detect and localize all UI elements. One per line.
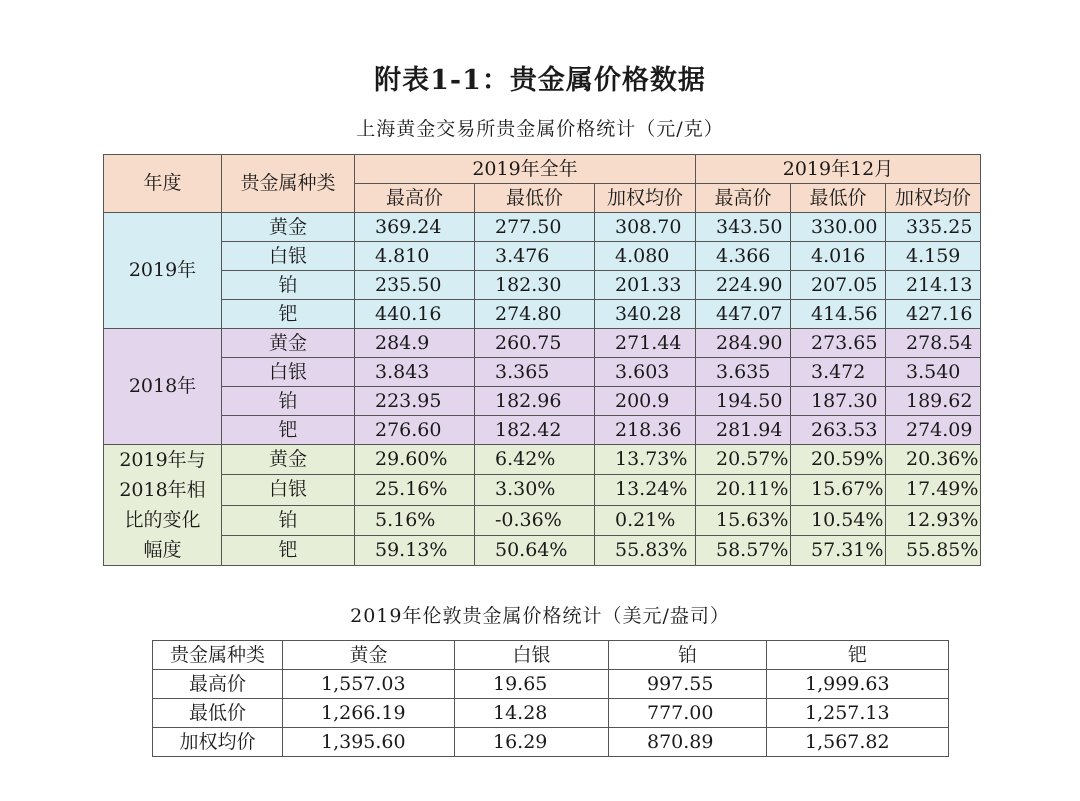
header-year: 年度 xyxy=(104,155,222,213)
table-row xyxy=(104,271,981,300)
shanghai-price-table xyxy=(103,154,981,566)
value-cell: 19.65 xyxy=(455,670,609,699)
london-price-table xyxy=(152,640,949,757)
value-cell: 284.9 xyxy=(355,329,475,358)
value-cell: 1,266.19 xyxy=(283,699,455,728)
value-cell: 182.42 xyxy=(475,416,595,445)
value-cell: 5.16% xyxy=(355,505,475,535)
value-cell: 57.31% xyxy=(791,535,886,565)
row-label: 最低价 xyxy=(153,699,283,728)
header-col: 最低价 xyxy=(791,184,886,213)
value-cell: 777.00 xyxy=(609,699,767,728)
value-cell: 17.49% xyxy=(886,475,981,505)
value-cell: 271.44 xyxy=(595,329,696,358)
table-row xyxy=(104,505,981,535)
metal-cell: 铂 xyxy=(222,271,355,300)
value-cell: 343.50 xyxy=(696,213,791,242)
value-cell: 3.540 xyxy=(886,358,981,387)
table-header-row xyxy=(153,641,949,670)
metal-cell: 黄金 xyxy=(222,329,355,358)
row-label: 加权均价 xyxy=(153,728,283,757)
value-cell: 278.54 xyxy=(886,329,981,358)
value-cell: 15.63% xyxy=(696,505,791,535)
group-label-line: 比的变化 xyxy=(124,509,201,531)
value-cell: 308.70 xyxy=(595,213,696,242)
value-cell: 1,567.82 xyxy=(767,728,949,757)
value-cell: 55.85% xyxy=(886,535,981,565)
value-cell: 414.56 xyxy=(791,300,886,329)
header-col: 最高价 xyxy=(355,184,475,213)
value-cell: 870.89 xyxy=(609,728,767,757)
page-title: 附表1-1：贵金属价格数据 xyxy=(374,65,706,96)
table-row xyxy=(104,213,981,242)
value-cell: 6.42% xyxy=(475,445,595,475)
header-metal: 贵金属种类 xyxy=(222,155,355,213)
value-cell: 281.94 xyxy=(696,416,791,445)
metal-cell: 钯 xyxy=(222,416,355,445)
metal-cell: 铂 xyxy=(222,505,355,535)
value-cell: 277.50 xyxy=(475,213,595,242)
metal-cell: 白银 xyxy=(222,358,355,387)
value-cell: 20.36% xyxy=(886,445,981,475)
value-cell: 182.96 xyxy=(475,387,595,416)
header-col: 白银 xyxy=(455,641,609,670)
metal-cell: 钯 xyxy=(222,300,355,329)
value-cell: 50.64% xyxy=(475,535,595,565)
value-cell: 276.60 xyxy=(355,416,475,445)
value-cell: 335.25 xyxy=(886,213,981,242)
header-period-dec: 2019年12月 xyxy=(696,155,981,184)
value-cell: 3.472 xyxy=(791,358,886,387)
value-cell: 20.59% xyxy=(791,445,886,475)
value-cell: 194.50 xyxy=(696,387,791,416)
table-row xyxy=(104,329,981,358)
table-row xyxy=(104,445,981,475)
value-cell: 207.05 xyxy=(791,271,886,300)
group-label-line: 2019年与 xyxy=(119,449,206,471)
metal-cell: 铂 xyxy=(222,387,355,416)
value-cell: 263.53 xyxy=(791,416,886,445)
table-row xyxy=(104,300,981,329)
value-cell: 274.09 xyxy=(886,416,981,445)
value-cell: 3.30% xyxy=(475,475,595,505)
value-cell: 20.11% xyxy=(696,475,791,505)
value-cell: 0.21% xyxy=(595,505,696,535)
row-label: 最高价 xyxy=(153,670,283,699)
table-row xyxy=(153,670,949,699)
value-cell: 340.28 xyxy=(595,300,696,329)
value-cell: 4.366 xyxy=(696,242,791,271)
table-row xyxy=(104,535,981,565)
shanghai-table-caption: 上海黄金交易所贵金属价格统计（元/克） xyxy=(356,118,724,140)
value-cell: 1,257.13 xyxy=(767,699,949,728)
header-col: 最低价 xyxy=(475,184,595,213)
value-cell: 200.9 xyxy=(595,387,696,416)
group-label-line: 幅度 xyxy=(143,539,182,561)
value-cell: 59.13% xyxy=(355,535,475,565)
metal-cell: 黄金 xyxy=(222,213,355,242)
value-cell: 330.00 xyxy=(791,213,886,242)
header-col: 最高价 xyxy=(696,184,791,213)
metal-cell: 白银 xyxy=(222,475,355,505)
table-row xyxy=(104,242,981,271)
table-row xyxy=(104,475,981,505)
value-cell: 218.36 xyxy=(595,416,696,445)
header-col: 钯 xyxy=(767,641,949,670)
group-label-2019: 2019年 xyxy=(104,213,222,329)
header-col: 贵金属种类 xyxy=(153,641,283,670)
header-col: 加权均价 xyxy=(886,184,981,213)
value-cell: 182.30 xyxy=(475,271,595,300)
value-cell: 4.810 xyxy=(355,242,475,271)
header-col: 加权均价 xyxy=(595,184,696,213)
value-cell: 997.55 xyxy=(609,670,767,699)
value-cell: 4.159 xyxy=(886,242,981,271)
value-cell: 13.24% xyxy=(595,475,696,505)
value-cell: 10.54% xyxy=(791,505,886,535)
value-cell: 29.60% xyxy=(355,445,475,475)
value-cell: 1,557.03 xyxy=(283,670,455,699)
value-cell: 235.50 xyxy=(355,271,475,300)
value-cell: 3.365 xyxy=(475,358,595,387)
value-cell: 20.57% xyxy=(696,445,791,475)
header-period-full: 2019年全年 xyxy=(355,155,696,184)
value-cell: 1,999.63 xyxy=(767,670,949,699)
value-cell: 284.90 xyxy=(696,329,791,358)
value-cell: 214.13 xyxy=(886,271,981,300)
value-cell: 14.28 xyxy=(455,699,609,728)
table-header-row xyxy=(104,155,981,184)
value-cell: 427.16 xyxy=(886,300,981,329)
metal-cell: 白银 xyxy=(222,242,355,271)
value-cell: 13.73% xyxy=(595,445,696,475)
london-table-caption: 2019年伦敦贵金属价格统计（美元/盎司） xyxy=(350,605,730,627)
value-cell: -0.36% xyxy=(475,505,595,535)
value-cell: 25.16% xyxy=(355,475,475,505)
group-label-2018: 2018年 xyxy=(104,329,222,445)
group-label-change xyxy=(104,445,222,566)
value-cell: 223.95 xyxy=(355,387,475,416)
value-cell: 3.843 xyxy=(355,358,475,387)
value-cell: 3.635 xyxy=(696,358,791,387)
metal-cell: 黄金 xyxy=(222,445,355,475)
table-row xyxy=(153,728,949,757)
header-col: 铂 xyxy=(609,641,767,670)
value-cell: 224.90 xyxy=(696,271,791,300)
value-cell: 58.57% xyxy=(696,535,791,565)
table-row xyxy=(153,699,949,728)
value-cell: 1,395.60 xyxy=(283,728,455,757)
table-row xyxy=(104,387,981,416)
value-cell: 4.080 xyxy=(595,242,696,271)
value-cell: 16.29 xyxy=(455,728,609,757)
value-cell: 201.33 xyxy=(595,271,696,300)
group-label-line: 2018年相 xyxy=(119,479,206,501)
value-cell: 3.476 xyxy=(475,242,595,271)
metal-cell: 钯 xyxy=(222,535,355,565)
table-row xyxy=(104,416,981,445)
value-cell: 260.75 xyxy=(475,329,595,358)
value-cell: 55.83% xyxy=(595,535,696,565)
value-cell: 4.016 xyxy=(791,242,886,271)
value-cell: 189.62 xyxy=(886,387,981,416)
value-cell: 369.24 xyxy=(355,213,475,242)
value-cell: 273.65 xyxy=(791,329,886,358)
table-row xyxy=(104,358,981,387)
value-cell: 3.603 xyxy=(595,358,696,387)
value-cell: 12.93% xyxy=(886,505,981,535)
value-cell: 447.07 xyxy=(696,300,791,329)
value-cell: 15.67% xyxy=(791,475,886,505)
header-col: 黄金 xyxy=(283,641,455,670)
value-cell: 440.16 xyxy=(355,300,475,329)
value-cell: 187.30 xyxy=(791,387,886,416)
value-cell: 274.80 xyxy=(475,300,595,329)
